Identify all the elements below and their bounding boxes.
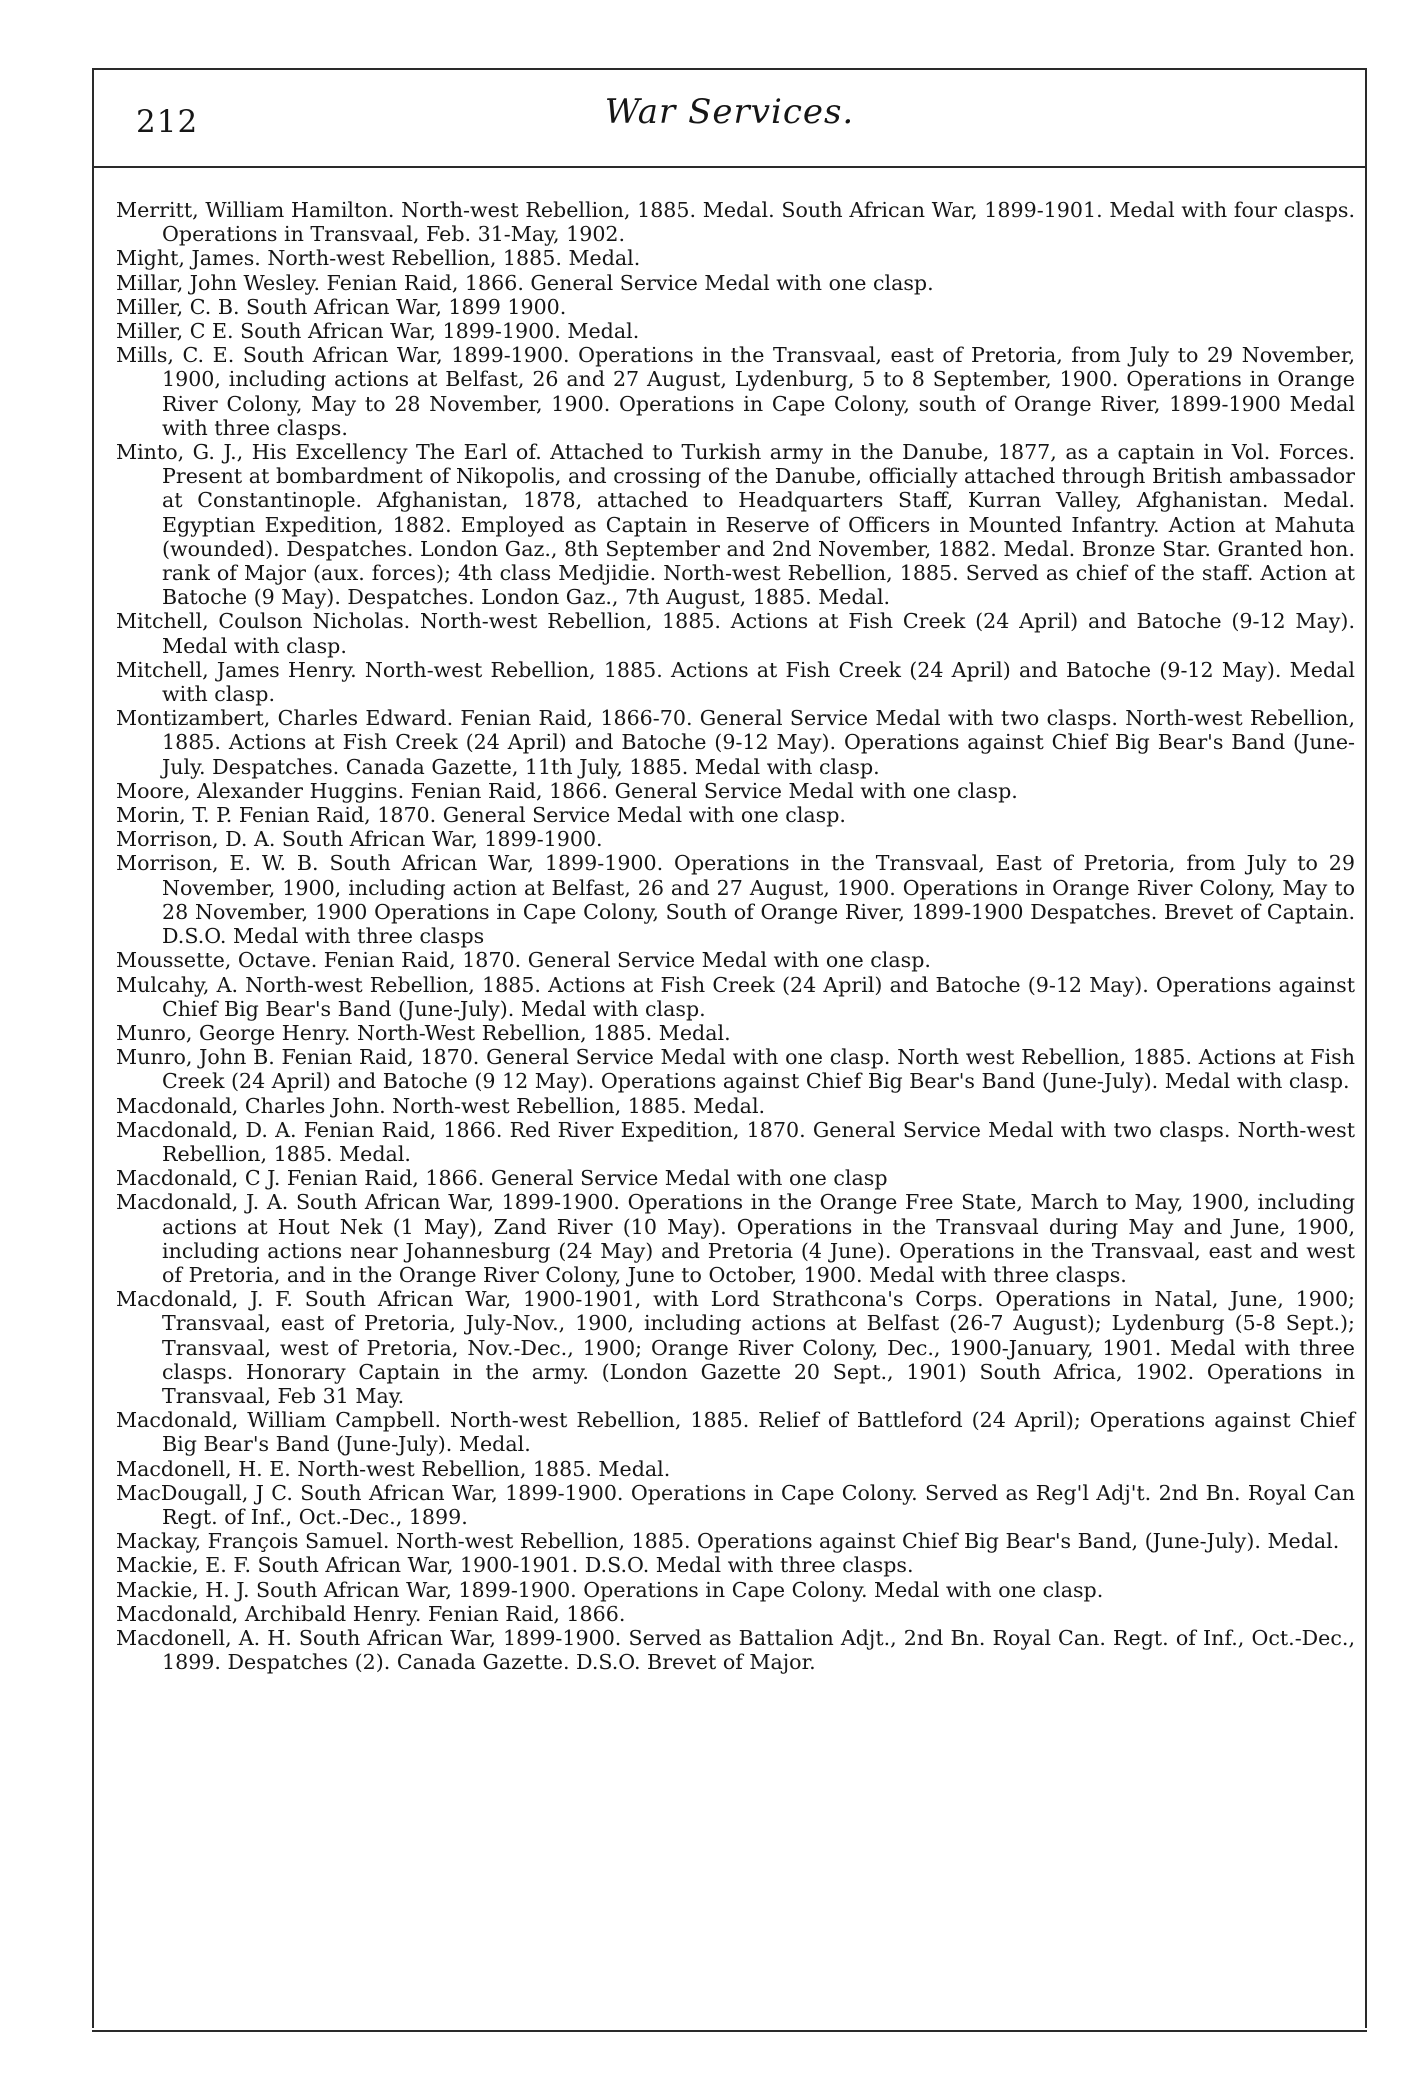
entry: Macdonald, D. A. Fenian Raid, 1866. Red River Expedition, 1870. General Service Medal with two clasps. North-west Rebellion, 1885. Medal.	[116, 1117, 1355, 1166]
entry: Merritt, William Hamilton. North-west Rebellion, 1885. Medal. South African War, 1899-1901. Medal with four clasps. Operations in Transvaal, Feb. 31-May, 1902.	[116, 198, 1355, 247]
entry: Mackie, H. J. South African War, 1899-1900. Operations in Cape Colony. Medal with one clasp.	[116, 1577, 1104, 1602]
running-title: War Services.	[604, 92, 855, 132]
entry: Macdonald, William Campbell. North-west Rebellion, 1885. Relief of Battleford (24 April); Operations against Chief Big Bear's Band (June-July). Medal.	[116, 1408, 1355, 1457]
entry: Mulcahy, A. North-west Rebellion, 1885. Actions at Fish Creek (24 April) and Batoche (9-12 May). Operations against Chief Big Bear's Band (June-July). Medal with clasp.	[116, 972, 1355, 1021]
entry: Macdonald, J. A. South African War, 1899-1900. Operations in the Orange Free State, March to May, 1900, including actions at Hout Nek (1 May), Zand River (10 May). Operations in the Transvaal during May and June, 1900, including actions near Johannesburg (24 May) and Pretoria (4 June). Operations in the Transvaal, east and west of Pretoria, and in the Orange River Colony, June to October, 1900. Medal with three clasps.	[116, 1190, 1355, 1287]
entry: Macdonell, A. H. South African War, 1899-1900. Served as Battalion Adjt., 2nd Bn. Royal Can. Regt. of Inf., Oct.-Dec., 1899. Despatches (2). Canada Gazette. D.S.O. Brevet of Major.	[116, 1625, 1355, 1675]
entry: Minto, G. J., His Excellency The Earl of. Attached to Turkish army in the Danube, 1877, as a captain in Vol. Forces. Present at bombardment of Nikopolis, and crossing of the Danube, officially attached through British ambassador at Constantinople. Afghanistan, 1878, attached to Headquarters Staff, Kurran Valley, Afghanistan. Medal. Egyptian Expedition, 1882. Employed as Captain in Reserve of Officers in Mounted Infantry. Action at Mahuta (wounded). Despatches. London Gaz., 8th September and 2nd November, 1882. Medal. Bronze Star. Granted hon. rank of Major (aux. forces); 4th class Medjidie. North-west Rebellion, 1885. Served as chief of the staff. Action at Batoche (9 May). Despatches. London Gaz., 7th August, 1885. Medal.	[116, 440, 1355, 610]
entry: Morrison, E. W. B. South African War, 1899-1900. Operations in the Transvaal, East of Pretoria, from July to 29 November, 1900, including action at Belfast, 26 and 27 August, 1900. Operations in Orange River Colony, May to 28 November, 1900 Operations in Cape Colony, South of Orange River, 1899-1900 Despatches. Brevet of Captain. D.S.O. Medal with three clasps	[116, 851, 1355, 949]
entry: Morin, T. P. Fenian Raid, 1870. General Service Medal with one clasp.	[116, 803, 846, 828]
entry: Mills, C. E. South African War, 1899-1900. Operations in the Transvaal, east of Pretoria, from July to 29 November, 1900, including actions at Belfast, 26 and 27 August, Lydenburg, 5 to 8 September, 1900. Operations in Orange River Colony, May to 28 November, 1900. Operations in Cape Colony, south of Orange River, 1899-1900 Medal with three clasps.	[116, 343, 1355, 440]
entry: Mitchell, James Henry. North-west Rebellion, 1885. Actions at Fish Creek (24 April) and Batoche (9-12 May). Medal with clasp.	[116, 657, 1355, 707]
entry: Munro, George Henry. North-West Rebellion, 1885. Medal.	[116, 1020, 731, 1045]
entry: MacDougall, J C. South African War, 1899-1900. Operations in Cape Colony. Served as Reg'l Adj't. 2nd Bn. Royal Can Regt. of Inf., Oct.-Dec., 1899.	[116, 1480, 1355, 1529]
page-bottom-rule	[92, 2030, 1367, 2032]
entry: Macdonald, Charles John. North-west Rebellion, 1885. Medal.	[116, 1093, 766, 1118]
entry: Munro, John B. Fenian Raid, 1870. General Service Medal with one clasp. North west Rebellion, 1885. Actions at Fish Creek (24 April) and Batoche (9 12 May). Operations against Chief Big Bear's Band (June-July). Medal with clasp.	[116, 1045, 1355, 1094]
page-number: 212	[136, 104, 199, 140]
entry: Millar, John Wesley. Fenian Raid, 1866. General Service Medal with one clasp.	[116, 270, 934, 295]
page-header	[94, 70, 1365, 168]
entry: Macdonald, C J. Fenian Raid, 1866. General Service Medal with one clasp	[116, 1166, 888, 1191]
page-frame	[92, 68, 1367, 2028]
entry: Macdonald, Archibald Henry. Fenian Raid, 1866.	[116, 1601, 626, 1626]
entry: Macdonell, H. E. North-west Rebellion, 1885. Medal.	[116, 1456, 671, 1481]
entry: Morrison, D. A. South African War, 1899-1900.	[116, 827, 603, 852]
entry: Miller, C E. South African War, 1899-1900. Medal.	[116, 319, 640, 344]
entry: Montizambert, Charles Edward. Fenian Raid, 1866-70. General Service Medal with two clasps. North-west Rebellion, 1885. Actions at Fish Creek (24 April) and Batoche (9-12 May). Operations against Chief Big Bear's Band (June-July. Despatches. Canada Gazette, 11th July, 1885. Medal with clasp.	[116, 706, 1355, 779]
entry: Macdonald, J. F. South African War, 1900-1901, with Lord Strathcona's Corps. Operations in Natal, June, 1900; Transvaal, east of Pretoria, July-Nov., 1900, including actions at Belfast (26-7 August); Lydenburg (5-8 Sept.); Transvaal, west of Pretoria, Nov.-Dec., 1900; Orange River Colony, Dec., 1900-January, 1901. Medal with three clasps. Honorary Captain in the army. (London Gazette 20 Sept., 1901) South Africa, 1902. Operations in Transvaal, Feb 31 May.	[116, 1287, 1355, 1408]
entries-list	[116, 198, 1355, 1674]
entry: Moore, Alexander Huggins. Fenian Raid, 1866. General Service Medal with one clasp.	[116, 778, 1018, 803]
entry: Mitchell, Coulson Nicholas. North-west Rebellion, 1885. Actions at Fish Creek (24 April) and Batoche (9-12 May). Medal with clasp.	[116, 609, 1355, 658]
entry: Moussette, Octave. Fenian Raid, 1870. General Service Medal with one clasp.	[116, 948, 931, 973]
entry: Might, James. North-west Rebellion, 1885. Medal.	[116, 246, 641, 271]
entry: Mackie, E. F. South African War, 1900-1901. D.S.O. Medal with three clasps.	[116, 1553, 914, 1578]
entry: Miller, C. B. South African War, 1899 1900.	[116, 294, 567, 319]
entry: Mackay, François Samuel. North-west Rebellion, 1885. Operations against Chief Big Bear's Band, (June-July). Medal.	[116, 1529, 1340, 1554]
